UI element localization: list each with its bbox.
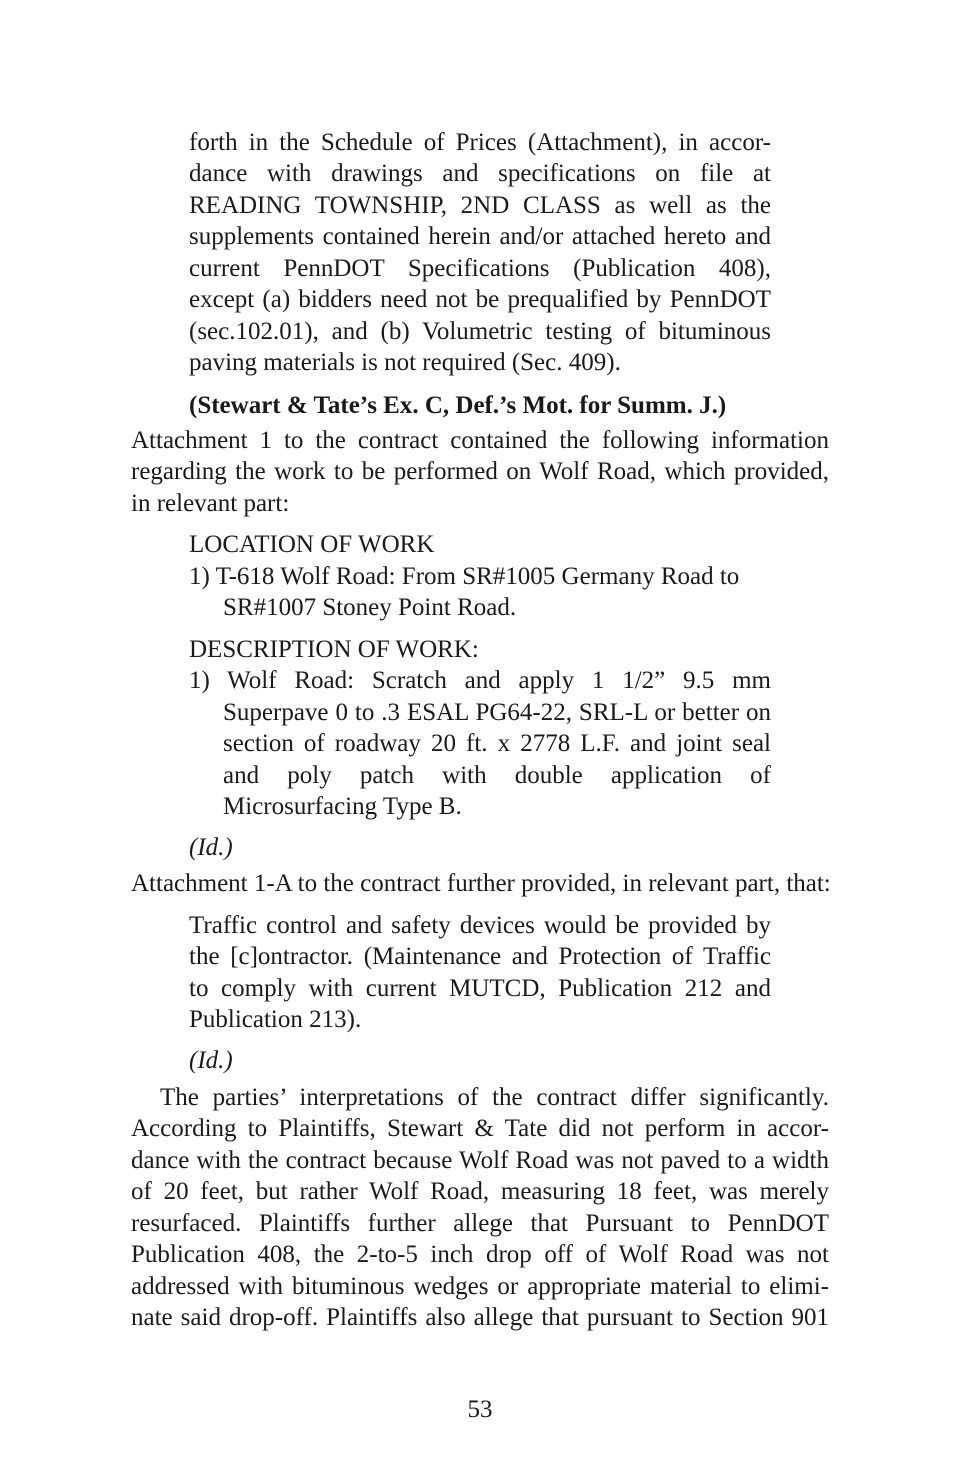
text-line: in relevant part: [131, 490, 290, 517]
text-line: Publication 213). [189, 1006, 362, 1033]
text-line: dance with the contract because Wolf Road was not paved to a width [131, 1147, 829, 1174]
list-item-continuation: and poly patch with double application of [223, 762, 771, 789]
citation: (Stewart & Tate’s Ex. C, Def.’s Mot. for Summ. J.) [189, 392, 727, 419]
text-line: READING TOWNSHIP, 2ND CLASS as well as the [189, 192, 771, 219]
text-line: nate said drop-off. Plaintiffs also allege that pursuant to Section 901 [131, 1304, 829, 1331]
text-line: supplements contained herein and/or attached hereto and [189, 223, 771, 250]
list-item-continuation: SR#1007 Stoney Point Road. [223, 594, 517, 621]
citation: (Id.) [189, 834, 233, 861]
list-item-continuation: section of roadway 20 ft. x 2778 L.F. and joint seal [223, 730, 771, 757]
text-line: Attachment 1-A to the contract further provided, in relevant part, that: [131, 870, 831, 897]
text-line: The parties’ interpretations of the contract differ significantly. [160, 1084, 829, 1111]
text-line: the [c]ontractor. (Maintenance and Protection of Traffic [189, 943, 771, 970]
text-line: regarding the work to be performed on Wolf Road, which provided, [131, 458, 829, 485]
list-item-continuation: Superpave 0 to .3 ESAL PG64-22, SRL-L or better on [223, 699, 771, 726]
list-item: 1) Wolf Road: Scratch and apply 1 1/2” 9.5 mm [189, 667, 771, 694]
text-line: Attachment 1 to the contract contained the following information [131, 427, 829, 454]
page-number: 53 [467, 1396, 493, 1423]
citation: (Id.) [189, 1047, 233, 1074]
text-line: forth in the Schedule of Prices (Attachment), in accor- [189, 129, 771, 156]
text-line: addressed with bituminous wedges or appropriate material to elimi- [131, 1273, 829, 1300]
text-line: Traffic control and safety devices would be provided by [189, 912, 771, 939]
text-line: Publication 408, the 2-to-5 inch drop off of Wolf Road was not [131, 1241, 829, 1268]
text-line: to comply with current MUTCD, Publication 212 and [189, 975, 771, 1002]
list-item-continuation: Microsurfacing Type B. [223, 793, 462, 820]
list-item: 1) T-618 Wolf Road: From SR#1005 Germany Road to [189, 563, 740, 590]
text-line: According to Plaintiffs, Stewart & Tate did not perform in accor- [131, 1115, 829, 1142]
text-line: except (a) bidders need not be prequalified by PennDOT [189, 286, 771, 313]
text-line: paving materials is not required (Sec. 409). [189, 349, 621, 376]
text-line: (sec.102.01), and (b) Volumetric testing of bituminous [189, 318, 771, 345]
text-line: current PennDOT Specifications (Publication 408), [189, 255, 771, 282]
section-heading: DESCRIPTION OF WORK: [189, 636, 479, 663]
text-line: of 20 feet, but rather Wolf Road, measuring 18 feet, was merely [131, 1178, 829, 1205]
section-heading: LOCATION OF WORK [189, 531, 435, 558]
text-line: dance with drawings and specifications on file at [189, 160, 771, 187]
text-line: resurfaced. Plaintiffs further allege that Pursuant to PennDOT [131, 1210, 829, 1237]
